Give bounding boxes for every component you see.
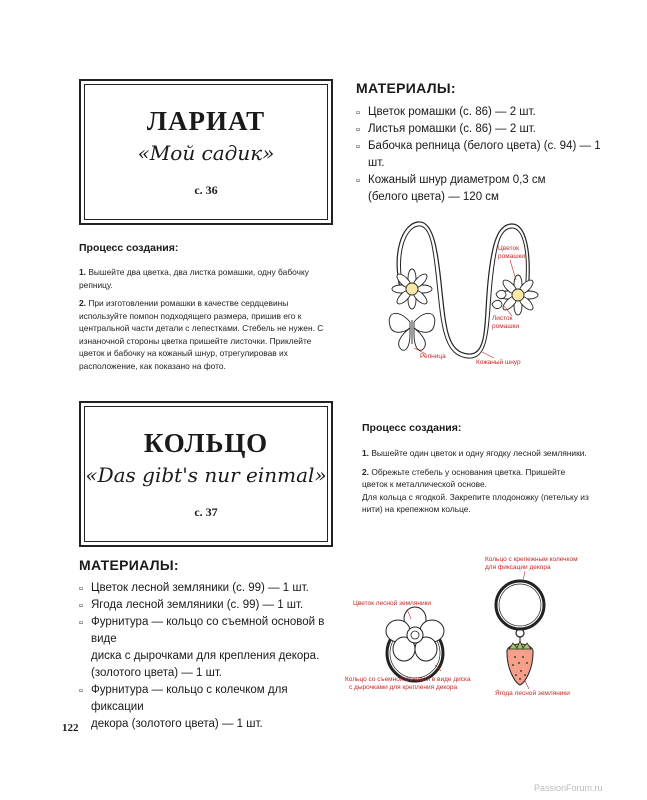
list-item: ▫ Листья ромашки (с. 86) — 2 шт. [356,121,616,138]
list-item: ▫ Цветок ромашки (с. 86) — 2 шт. [356,104,616,121]
label-strawberry-flower: Цветок лесной земляники [353,600,432,607]
berry-ring-icon [496,581,544,685]
bullet-icon: ▫ [356,175,360,187]
ring-title-box [79,401,333,547]
list-item: ▫ Фурнитура — кольцо с колечком для фиксации декора (золотого цвета) — 1 шт. [79,684,288,730]
label-daisy-flower: Цветок [498,245,519,252]
lariat-materials-title: МАТЕРИАЛЫ: [356,80,456,96]
lariat-title-box [79,79,333,225]
label-daisy-flower: ромашки [498,253,526,260]
bullet-icon: ▫ [79,600,83,612]
ring-title: КОЛЬЦО [143,428,269,458]
bullet-icon: ▫ [356,124,360,136]
lariat-title: ЛАРИАТ [146,106,266,136]
label-strawberry-berry: Ягода лесной земляники [495,690,570,697]
lariat-illustration [372,212,552,372]
label-daisy-leaf: ромашки [492,323,520,330]
label-ring-loop: для фиксации декора [485,564,551,571]
lariat-process-steps [79,266,327,378]
label-ring-loop: Кольцо с крепежным колечком [485,556,578,563]
step-2: 2. При изготовлении ромашки в качестве сердцевины используйте помпон подходящего размера, пришив его к центральной части детали с лепестками. Стебель не нужен. С изнаночной стороны цветка пришейте листочки. Приклейте цветок и бабочку на кожаный шнур, отрегулировав их расположение, как показано на фото. [79,298,324,371]
ring-process-title: Процесс создания: [362,422,462,434]
list-item: ▫ Ягода лесной земляники (с. 99) — 1 шт. [79,597,341,614]
bullet-icon: ▫ [79,685,83,697]
step-2-note: Для кольца с ягодкой. Закрепите плодоножку (петельку из нити) на крепежном кольце. [362,491,589,514]
flower-ring-icon [386,607,444,681]
page-number: 122 [62,722,79,734]
lariat-materials-list [356,104,616,206]
watermark: PassionForum.ru [534,783,603,793]
label-ring-base: Кольцо со съемной основой в виде диска [345,676,471,683]
lariat-page-ref: с. 36 [194,183,218,197]
list-item: ▫ Цветок лесной земляники (с. 99) — 1 шт. [79,580,341,597]
list-item: ▫ Фурнитура — кольцо со съемной основой в виде диска с дырочками для крепления декора. (золотого цвета) — 1 шт. [79,616,325,679]
ring-materials-title: МАТЕРИАЛЫ: [79,557,179,573]
list-item: ▫ Бабочка репница (белого цвета) (с. 94) — 1 шт. [356,140,601,169]
butterfly-icon [389,313,435,350]
ring-subtitle: «Das gibt's nur einmal» [85,463,327,487]
ring-illustration [345,553,600,708]
label-ring-base: с дырочками для крепления декора [349,684,458,691]
step-2: 2. Обрежьте стебель у основания цветка. Пришейте цветок к металлической основе. [362,466,566,489]
bullet-icon: ▫ [356,107,360,119]
ring-page-ref: с. 37 [194,505,218,519]
daisy-flower-icon [392,269,432,309]
ring-materials-list [79,580,341,733]
lariat-subtitle: «Мой садик» [137,141,275,165]
bullet-icon: ▫ [79,617,83,629]
bullet-icon: ▫ [79,583,83,595]
ring-process-steps [362,447,592,522]
label-daisy-leaf: Листок [492,315,513,322]
bullet-icon: ▫ [356,141,360,153]
list-item: ▫ Кожаный шнур диаметром 0,3 см (белого цвета) — 120 см [356,174,546,203]
label-cord: Кожаный шнур [476,359,521,366]
step-1: 1. Вышейте один цветок и одну ягодку лесной земляники. [362,448,587,458]
label-butterfly: Репница [420,353,446,360]
step-1: 1. Вышейте два цветка, два листка ромашки, одну бабочку репницу. [79,267,309,290]
lariat-process-title: Процесс создания: [79,242,179,254]
